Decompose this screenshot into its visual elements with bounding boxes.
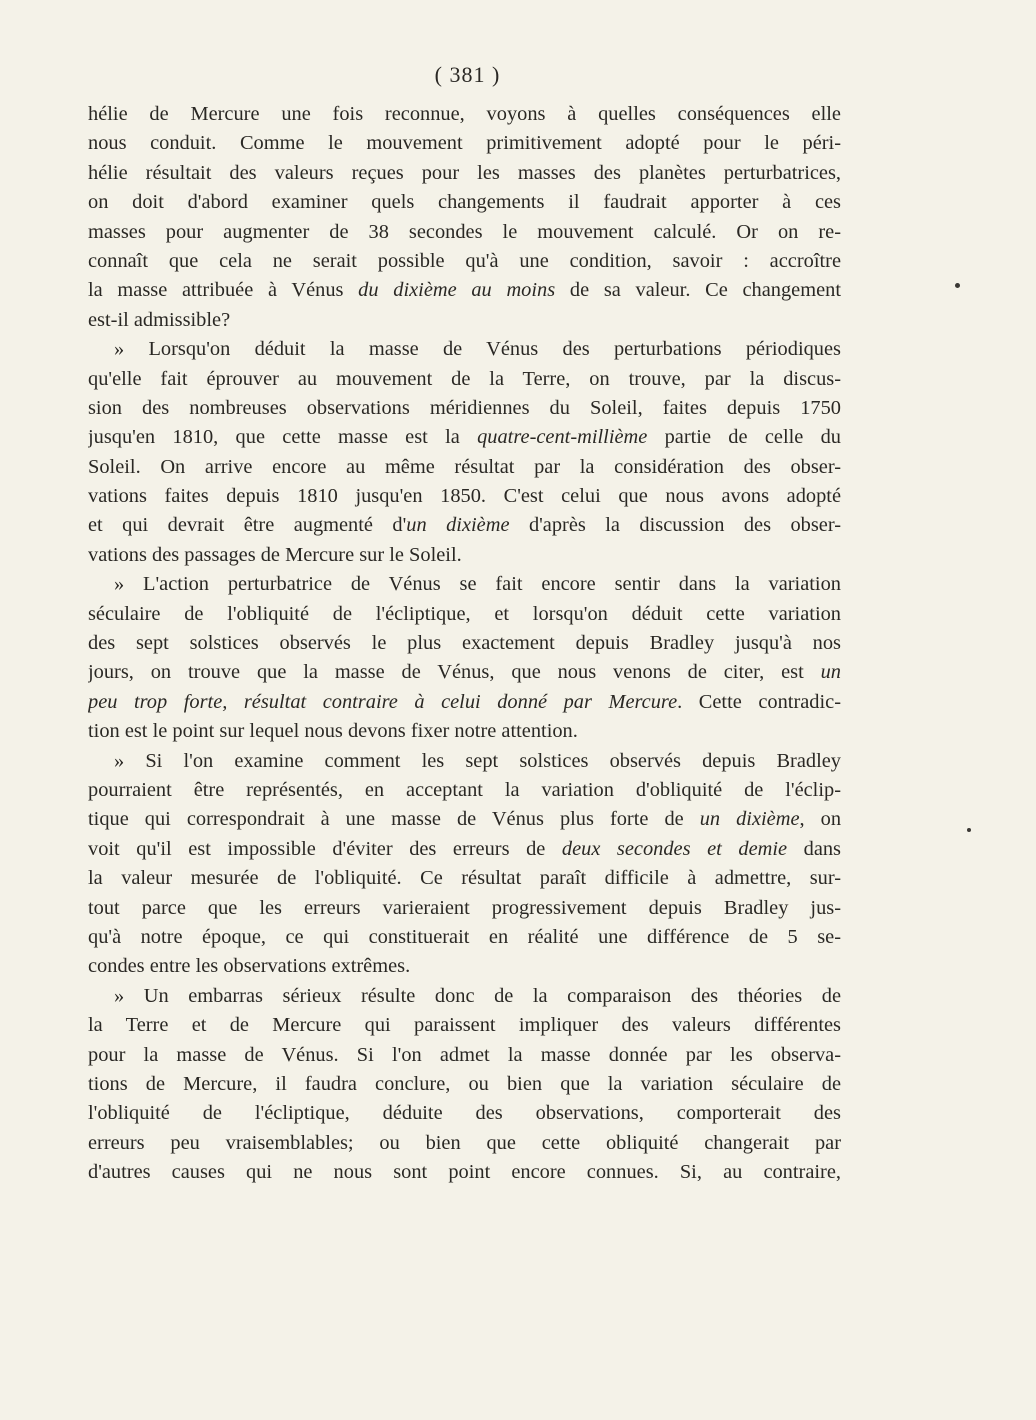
- text-segment: hélie de Mercure une fois reconnue, voyons à quelles conséquences elle: [88, 103, 841, 125]
- text-segment: » Si l'on examine comment les sept solstices observés depuis Bradley: [114, 749, 841, 772]
- text-segment: pourraient être représentés, en acceptant la variation d'obliquité de l'éclip-: [88, 778, 841, 801]
- italic-text: un dixième: [699, 808, 800, 831]
- text-line: [88, 1011, 841, 1040]
- text-line: [88, 952, 841, 981]
- body-text: [88, 100, 841, 1187]
- text-segment: nous conduit. Comme le mouvement primitivement adopté pour le péri-: [88, 132, 841, 155]
- text-segment: d'autres causes qui ne nous sont point encore connues. Si, au contraire,: [88, 1161, 841, 1184]
- text-segment: et qui devrait être augmenté d': [88, 514, 407, 537]
- text-segment: , on: [799, 808, 841, 831]
- text-line: [88, 717, 841, 746]
- text-line: [88, 1158, 841, 1187]
- text-segment: jusqu'en 1810, que cette masse est la: [88, 426, 478, 449]
- italic-text: quatre-cent-millième: [477, 426, 648, 449]
- text-segment: d'après la discussion des obser-: [509, 514, 841, 537]
- text-segment: jours, on trouve que la masse de Vénus, que nous venons de citer, est: [88, 661, 821, 684]
- text-segment: » Un embarras sérieux résulte donc de la comparaison des théories de: [114, 984, 841, 1007]
- text-line: [88, 1099, 841, 1128]
- text-segment: » Lorsqu'on déduit la masse de Vénus des perturbations périodiques: [114, 338, 841, 361]
- italic-text: du dixième au moins: [358, 279, 556, 302]
- text-segment: tique qui correspondrait à une masse de Vénus plus forte de: [88, 808, 700, 831]
- text-line: [88, 159, 841, 188]
- text-line: [88, 218, 841, 247]
- text-segment: la Terre et de Mercure qui paraissent impliquer des valeurs différentes: [88, 1014, 841, 1037]
- italic-text: peu trop forte, résultat contraire à celui donné par Mercure: [88, 690, 678, 713]
- italic-text: deux secondes et demie: [561, 837, 788, 860]
- italic-text: un: [820, 661, 841, 684]
- text-segment: condes entre les observations extrêmes.: [88, 955, 411, 978]
- text-segment: connaît que cela ne serait possible qu'à une condition, savoir : accroître: [88, 249, 841, 272]
- text-line: [88, 335, 841, 364]
- text-line: [88, 247, 841, 276]
- page-number: ( 381 ): [434, 62, 501, 87]
- text-line: [88, 688, 841, 717]
- text-segment: on doit d'abord examiner quels changements il faudrait apporter à ces: [88, 191, 841, 214]
- text-segment: partie de celle du: [647, 426, 841, 449]
- paper-speck: [967, 828, 971, 832]
- text-segment: tion est le point sur lequel nous devons fixer notre attention.: [88, 720, 578, 743]
- text-line: [88, 100, 841, 129]
- text-segment: masses pour augmenter de 38 secondes le mouvement calculé. Or on re-: [88, 220, 841, 243]
- text-line: [88, 570, 841, 599]
- text-segment: tions de Mercure, il faudra conclure, ou bien que la variation séculaire de: [88, 1072, 841, 1095]
- text-segment: qu'à notre époque, ce qui constituerait en réalité une différence de 5 se-: [88, 925, 841, 948]
- text-segment: voit qu'il est impossible d'éviter des erreurs de: [88, 837, 562, 860]
- text-segment: l'obliquité de l'écliptique, déduite des observations, comporterait des: [88, 1102, 841, 1125]
- text-line: [88, 600, 841, 629]
- text-line: [88, 776, 841, 805]
- text-segment: la masse attribuée à Vénus: [88, 279, 359, 302]
- text-line: [88, 276, 841, 305]
- text-line: [88, 129, 841, 158]
- paper-speck: [955, 283, 960, 288]
- text-line: [88, 1041, 841, 1070]
- text-segment: séculaire de l'obliquité de l'écliptique, et lorsqu'on déduit cette variation: [88, 602, 841, 625]
- text-line: [88, 541, 841, 570]
- text-line: [88, 1129, 841, 1158]
- text-segment: dans: [787, 837, 841, 860]
- text-segment: qu'elle fait éprouver au mouvement de la Terre, on trouve, par la discus-: [88, 367, 841, 390]
- text-line: [88, 511, 841, 540]
- text-line: [88, 453, 841, 482]
- text-segment: » L'action perturbatrice de Vénus se fait encore sentir dans la variation: [114, 573, 841, 596]
- text-segment: des sept solstices observés le plus exactement depuis Bradley jusqu'à nos: [88, 632, 841, 655]
- text-line: [88, 923, 841, 952]
- text-segment: tout parce que les erreurs varieraient progressivement depuis Bradley jus-: [88, 896, 841, 919]
- text-line: [88, 747, 841, 776]
- text-line: [88, 306, 841, 335]
- text-line: [88, 188, 841, 217]
- text-segment: vations des passages de Mercure sur le Soleil.: [88, 543, 462, 566]
- text-segment: vations faites depuis 1810 jusqu'en 1850. C'est celui que nous avons adopté: [88, 485, 841, 508]
- text-segment: erreurs peu vraisemblables; ou bien que cette obliquité changerait par: [88, 1131, 841, 1154]
- text-segment: la valeur mesurée de l'obliquité. Ce résultat paraît difficile à admettre, sur-: [88, 867, 841, 890]
- text-segment: Soleil. On arrive encore au même résultat par la considération des obser-: [88, 455, 841, 478]
- text-line: [88, 658, 841, 687]
- text-line: [88, 629, 841, 658]
- text-line: [88, 864, 841, 893]
- italic-text: un dixième: [406, 514, 510, 537]
- text-segment: de sa valeur. Ce changement: [555, 279, 841, 302]
- text-segment: sion des nombreuses observations méridiennes du Soleil, faites depuis 1750: [88, 396, 841, 419]
- text-line: [88, 982, 841, 1011]
- text-segment: hélie résultait des valeurs reçues pour les masses des planètes perturbatrices,: [88, 161, 841, 184]
- text-line: [88, 805, 841, 834]
- text-line: [88, 482, 841, 511]
- text-segment: pour la masse de Vénus. Si l'on admet la masse donnée par les observa-: [88, 1043, 841, 1066]
- text-line: [88, 365, 841, 394]
- text-segment: . Cette contradic-: [677, 690, 841, 713]
- text-line: [88, 423, 841, 452]
- text-line: [88, 835, 841, 864]
- text-line: [88, 394, 841, 423]
- text-line: [88, 1070, 841, 1099]
- text-line: [88, 894, 841, 923]
- text-segment: est-il admissible?: [88, 308, 231, 331]
